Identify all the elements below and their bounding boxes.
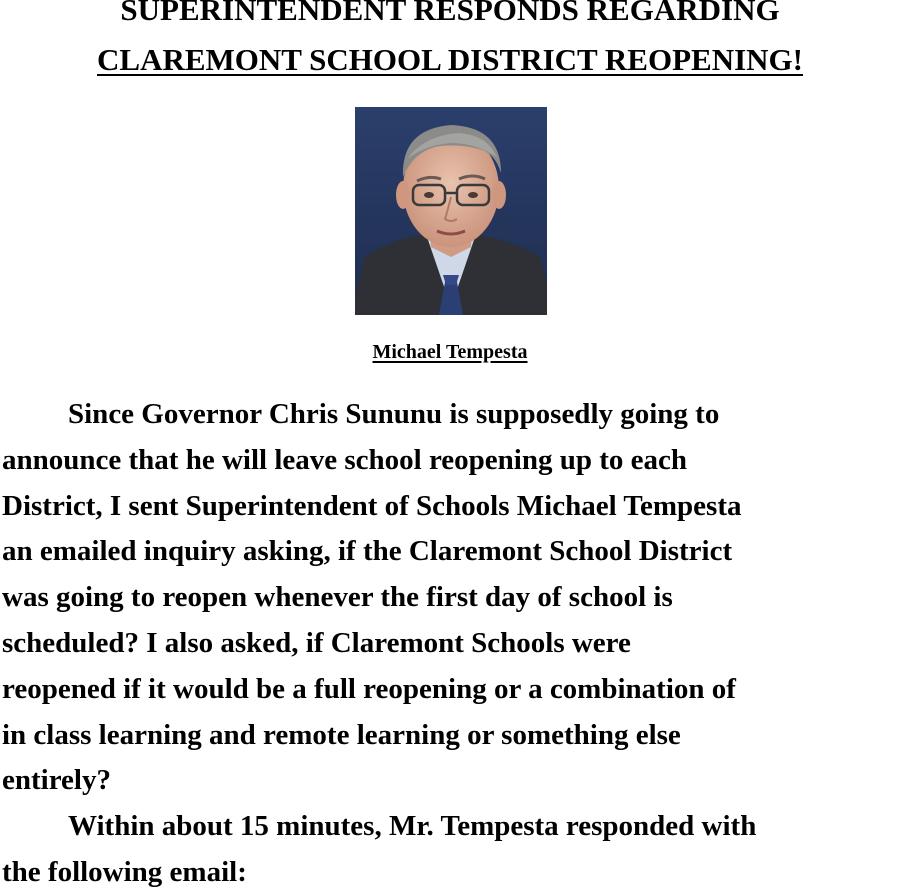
article-line: Within about 15 minutes, Mr. Tempesta responded with bbox=[68, 810, 757, 843]
headline-line-2: CLAREMONT SCHOOL DISTRICT REOPENING! bbox=[97, 42, 803, 77]
portrait-photo bbox=[355, 107, 547, 315]
article-line: Since Governor Chris Sununu is supposedly going to bbox=[68, 398, 720, 430]
headline-line-1: SUPERINTENDENT RESPONDS REGARDING bbox=[120, 0, 780, 27]
article-line: scheduled? I also asked, if Claremont Schools were bbox=[2, 626, 631, 659]
article-line: entirely? bbox=[2, 764, 111, 797]
article-line: the following email: bbox=[2, 855, 247, 888]
article-line: in class learning and remote learning or something else bbox=[2, 718, 681, 751]
article-line: was going to reopen whenever the first day of school is bbox=[2, 581, 673, 614]
article-line: an emailed inquiry asking, if the Claremont School District bbox=[2, 535, 733, 568]
article-body bbox=[2, 392, 900, 896]
photo-caption bbox=[0, 340, 900, 364]
article-line: announce that he will leave school reopening up to each bbox=[2, 443, 688, 476]
portrait-illustration bbox=[355, 107, 547, 315]
article-line: reopened if it would be a full reopening or a combination of bbox=[2, 672, 736, 705]
article-line: District, I sent Superintendent of Schools Michael Tempesta bbox=[2, 489, 742, 522]
photo-caption-text: Michael Tempesta bbox=[372, 341, 528, 363]
